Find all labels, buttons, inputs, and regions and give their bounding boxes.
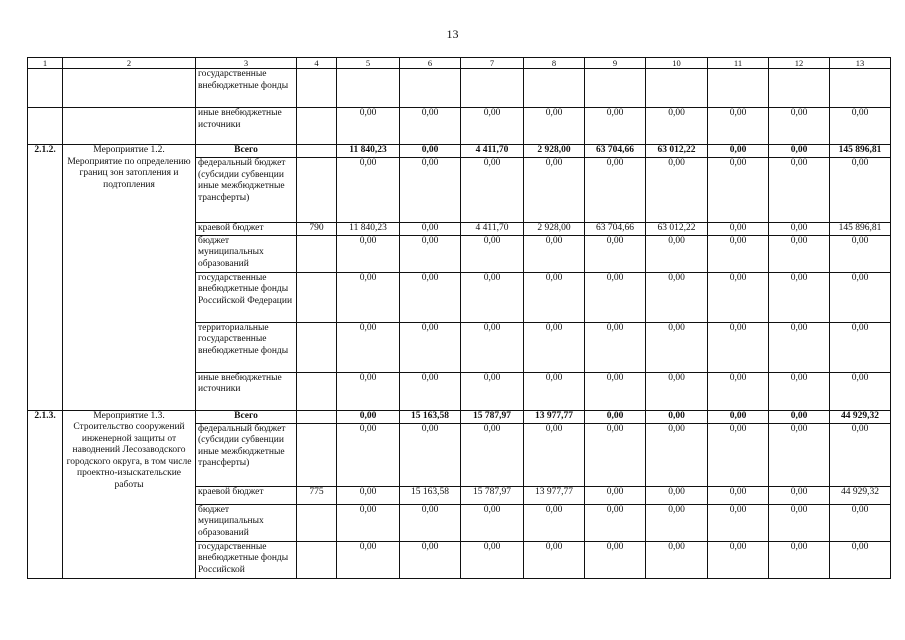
amount-cell: 0,00	[461, 272, 524, 322]
amount-cell: 0,00	[708, 322, 769, 372]
amount-cell: 0,00	[524, 541, 585, 578]
measure-code	[28, 69, 63, 108]
amount-cell: 0,00	[585, 272, 646, 322]
amount-cell: 0,00	[585, 423, 646, 486]
amount-cell: 0,00	[830, 423, 891, 486]
budget-code: 790	[297, 223, 337, 236]
amount-cell: 0,00	[769, 541, 830, 578]
column-header-2: 2	[63, 58, 196, 69]
amount-cell: 0,00	[400, 322, 461, 372]
amount-cell: 0,00	[830, 541, 891, 578]
budget-code	[297, 235, 337, 272]
funding-source: федеральный бюджет (субсидии субвенции иные межбюджетные трансферты)	[196, 423, 297, 486]
amount-cell: 0,00	[524, 504, 585, 541]
amount-cell	[337, 69, 400, 108]
column-header-3: 3	[196, 58, 297, 69]
funding-source: краевой бюджет	[196, 486, 297, 504]
amount-cell: 0,00	[646, 541, 708, 578]
budget-code	[297, 272, 337, 322]
budget-code	[297, 69, 337, 108]
amount-cell: 0,00	[769, 423, 830, 486]
amount-cell: 0,00	[524, 235, 585, 272]
amount-cell: 0,00	[461, 235, 524, 272]
amount-cell: 0,00	[400, 108, 461, 145]
amount-cell: 0,00	[769, 158, 830, 223]
amount-cell: 0,00	[830, 372, 891, 410]
column-header-11: 11	[708, 58, 769, 69]
amount-cell: 11 840,23	[337, 145, 400, 158]
amount-cell: 0,00	[830, 108, 891, 145]
amount-cell: 15 787,97	[461, 486, 524, 504]
amount-cell: 0,00	[708, 372, 769, 410]
budget-code	[297, 541, 337, 578]
total-row	[28, 145, 891, 158]
amount-cell: 0,00	[400, 223, 461, 236]
amount-cell: 0,00	[524, 108, 585, 145]
amount-cell: 0,00	[337, 158, 400, 223]
amount-cell: 0,00	[646, 504, 708, 541]
funding-source: бюджет муниципальных образований	[196, 235, 297, 272]
measure-title: Мероприятие 1.3. Строительство сооружений инженерной защиты от наводнений Лесозаводского городского округа, в том числе проектно-изыскательские работы	[63, 410, 196, 578]
column-header-7: 7	[461, 58, 524, 69]
measure-title: Мероприятие 1.2. Мероприятие по определению границ зон затопления и подтопления	[63, 145, 196, 411]
amount-cell	[400, 69, 461, 108]
funding-source: государственные внебюджетные фонды	[196, 69, 297, 108]
table-body	[28, 69, 891, 579]
column-header-13: 13	[830, 58, 891, 69]
amount-cell: 0,00	[337, 322, 400, 372]
amount-cell: 145 896,81	[830, 145, 891, 158]
amount-cell: 0,00	[769, 223, 830, 236]
amount-cell: 0,00	[646, 158, 708, 223]
amount-cell: 63 704,66	[585, 223, 646, 236]
amount-cell: 2 928,00	[524, 145, 585, 158]
amount-cell	[524, 69, 585, 108]
amount-cell: 0,00	[400, 372, 461, 410]
amount-cell: 0,00	[708, 223, 769, 236]
amount-cell: 0,00	[337, 372, 400, 410]
funding-source: иные внебюджетные источники	[196, 372, 297, 410]
amount-cell: 0,00	[585, 486, 646, 504]
amount-cell: 0,00	[830, 322, 891, 372]
amount-cell: 0,00	[461, 504, 524, 541]
amount-cell: 0,00	[769, 372, 830, 410]
amount-cell: 0,00	[830, 272, 891, 322]
amount-cell: 0,00	[337, 272, 400, 322]
amount-cell: 0,00	[337, 235, 400, 272]
amount-cell: 0,00	[830, 158, 891, 223]
amount-cell: 4 411,70	[461, 145, 524, 158]
measure-code: 2.1.3.	[28, 410, 63, 578]
amount-cell: 0,00	[461, 372, 524, 410]
funding-source: Всего	[196, 145, 297, 158]
page-number: 13	[446, 27, 459, 41]
amount-cell: 13 977,77	[524, 410, 585, 423]
budget-code: 775	[297, 486, 337, 504]
amount-cell: 0,00	[585, 322, 646, 372]
amount-cell: 0,00	[769, 322, 830, 372]
amount-cell: 0,00	[646, 486, 708, 504]
amount-cell: 63 704,66	[585, 145, 646, 158]
funding-source: краевой бюджет	[196, 223, 297, 236]
amount-cell: 0,00	[708, 158, 769, 223]
amount-cell: 0,00	[830, 235, 891, 272]
measure-code: 2.1.2.	[28, 145, 63, 411]
amount-cell: 0,00	[646, 108, 708, 145]
amount-cell	[646, 69, 708, 108]
amount-cell: 0,00	[337, 541, 400, 578]
amount-cell: 0,00	[337, 486, 400, 504]
table-row	[28, 69, 891, 108]
amount-cell: 0,00	[646, 272, 708, 322]
amount-cell: 0,00	[708, 541, 769, 578]
amount-cell: 0,00	[337, 108, 400, 145]
amount-cell: 0,00	[400, 541, 461, 578]
amount-cell: 0,00	[585, 541, 646, 578]
amount-cell	[769, 69, 830, 108]
amount-cell: 0,00	[400, 272, 461, 322]
amount-cell: 0,00	[708, 504, 769, 541]
amount-cell: 0,00	[769, 410, 830, 423]
measure-title	[63, 69, 196, 108]
amount-cell: 0,00	[461, 158, 524, 223]
column-header-8: 8	[524, 58, 585, 69]
amount-cell	[830, 69, 891, 108]
amount-cell	[585, 69, 646, 108]
amount-cell: 0,00	[769, 272, 830, 322]
amount-cell: 15 163,58	[400, 410, 461, 423]
funding-source: государственные внебюджетные фонды Российской	[196, 541, 297, 578]
amount-cell: 0,00	[337, 504, 400, 541]
column-header-1: 1	[28, 58, 63, 69]
column-header-10: 10	[646, 58, 708, 69]
amount-cell: 15 787,97	[461, 410, 524, 423]
amount-cell: 0,00	[708, 410, 769, 423]
amount-cell: 0,00	[461, 322, 524, 372]
amount-cell: 0,00	[708, 423, 769, 486]
amount-cell: 0,00	[646, 372, 708, 410]
column-header-4: 4	[297, 58, 337, 69]
amount-cell: 0,00	[708, 108, 769, 145]
amount-cell: 0,00	[769, 145, 830, 158]
column-header-12: 12	[769, 58, 830, 69]
amount-cell: 4 411,70	[461, 223, 524, 236]
amount-cell: 0,00	[585, 372, 646, 410]
amount-cell: 0,00	[400, 423, 461, 486]
amount-cell: 0,00	[708, 486, 769, 504]
amount-cell: 11 840,23	[337, 223, 400, 236]
amount-cell	[708, 69, 769, 108]
amount-cell: 0,00	[400, 504, 461, 541]
amount-cell	[461, 69, 524, 108]
funding-source: бюджет муниципальных образований	[196, 504, 297, 541]
amount-cell: 0,00	[400, 235, 461, 272]
budget-code	[297, 410, 337, 423]
amount-cell: 0,00	[646, 235, 708, 272]
amount-cell: 0,00	[646, 423, 708, 486]
table-row	[28, 108, 891, 145]
amount-cell: 145 896,81	[830, 223, 891, 236]
budget-code	[297, 372, 337, 410]
amount-cell: 0,00	[708, 145, 769, 158]
amount-cell: 0,00	[585, 410, 646, 423]
budget-code	[297, 504, 337, 541]
amount-cell: 15 163,58	[400, 486, 461, 504]
budget-code	[297, 145, 337, 158]
column-header-9: 9	[585, 58, 646, 69]
amount-cell: 2 928,00	[524, 223, 585, 236]
amount-cell: 0,00	[461, 541, 524, 578]
amount-cell: 0,00	[524, 272, 585, 322]
amount-cell: 0,00	[337, 423, 400, 486]
budget-code	[297, 108, 337, 145]
funding-source: территориальные государственные внебюджетные фонды	[196, 322, 297, 372]
column-header-5: 5	[337, 58, 400, 69]
amount-cell: 0,00	[769, 235, 830, 272]
amount-cell: 0,00	[524, 158, 585, 223]
measure-title	[63, 108, 196, 145]
amount-cell: 44 929,32	[830, 410, 891, 423]
budget-code	[297, 423, 337, 486]
amount-cell: 0,00	[646, 322, 708, 372]
amount-cell: 0,00	[708, 235, 769, 272]
column-header-6: 6	[400, 58, 461, 69]
amount-cell: 0,00	[461, 108, 524, 145]
funding-source: иные внебюджетные источники	[196, 108, 297, 145]
budget-table	[27, 57, 891, 579]
amount-cell: 0,00	[337, 410, 400, 423]
amount-cell: 0,00	[646, 410, 708, 423]
amount-cell: 0,00	[524, 372, 585, 410]
total-row	[28, 410, 891, 423]
header-row	[28, 58, 891, 69]
amount-cell: 0,00	[400, 158, 461, 223]
amount-cell: 0,00	[524, 423, 585, 486]
budget-code	[297, 158, 337, 223]
amount-cell: 0,00	[461, 423, 524, 486]
amount-cell: 63 012,22	[646, 145, 708, 158]
amount-cell: 0,00	[769, 108, 830, 145]
amount-cell: 0,00	[830, 504, 891, 541]
amount-cell: 0,00	[585, 504, 646, 541]
amount-cell: 13 977,77	[524, 486, 585, 504]
amount-cell: 0,00	[585, 235, 646, 272]
amount-cell: 44 929,32	[830, 486, 891, 504]
funding-source: федеральный бюджет (субсидии субвенции иные межбюджетные трансферты)	[196, 158, 297, 223]
amount-cell: 63 012,22	[646, 223, 708, 236]
amount-cell: 0,00	[585, 158, 646, 223]
amount-cell: 0,00	[769, 504, 830, 541]
amount-cell: 0,00	[524, 322, 585, 372]
budget-code	[297, 322, 337, 372]
funding-source: Всего	[196, 410, 297, 423]
amount-cell: 0,00	[708, 272, 769, 322]
measure-code	[28, 108, 63, 145]
amount-cell: 0,00	[769, 486, 830, 504]
amount-cell: 0,00	[585, 108, 646, 145]
amount-cell: 0,00	[400, 145, 461, 158]
funding-source: государственные внебюджетные фонды Российской Федерации	[196, 272, 297, 322]
